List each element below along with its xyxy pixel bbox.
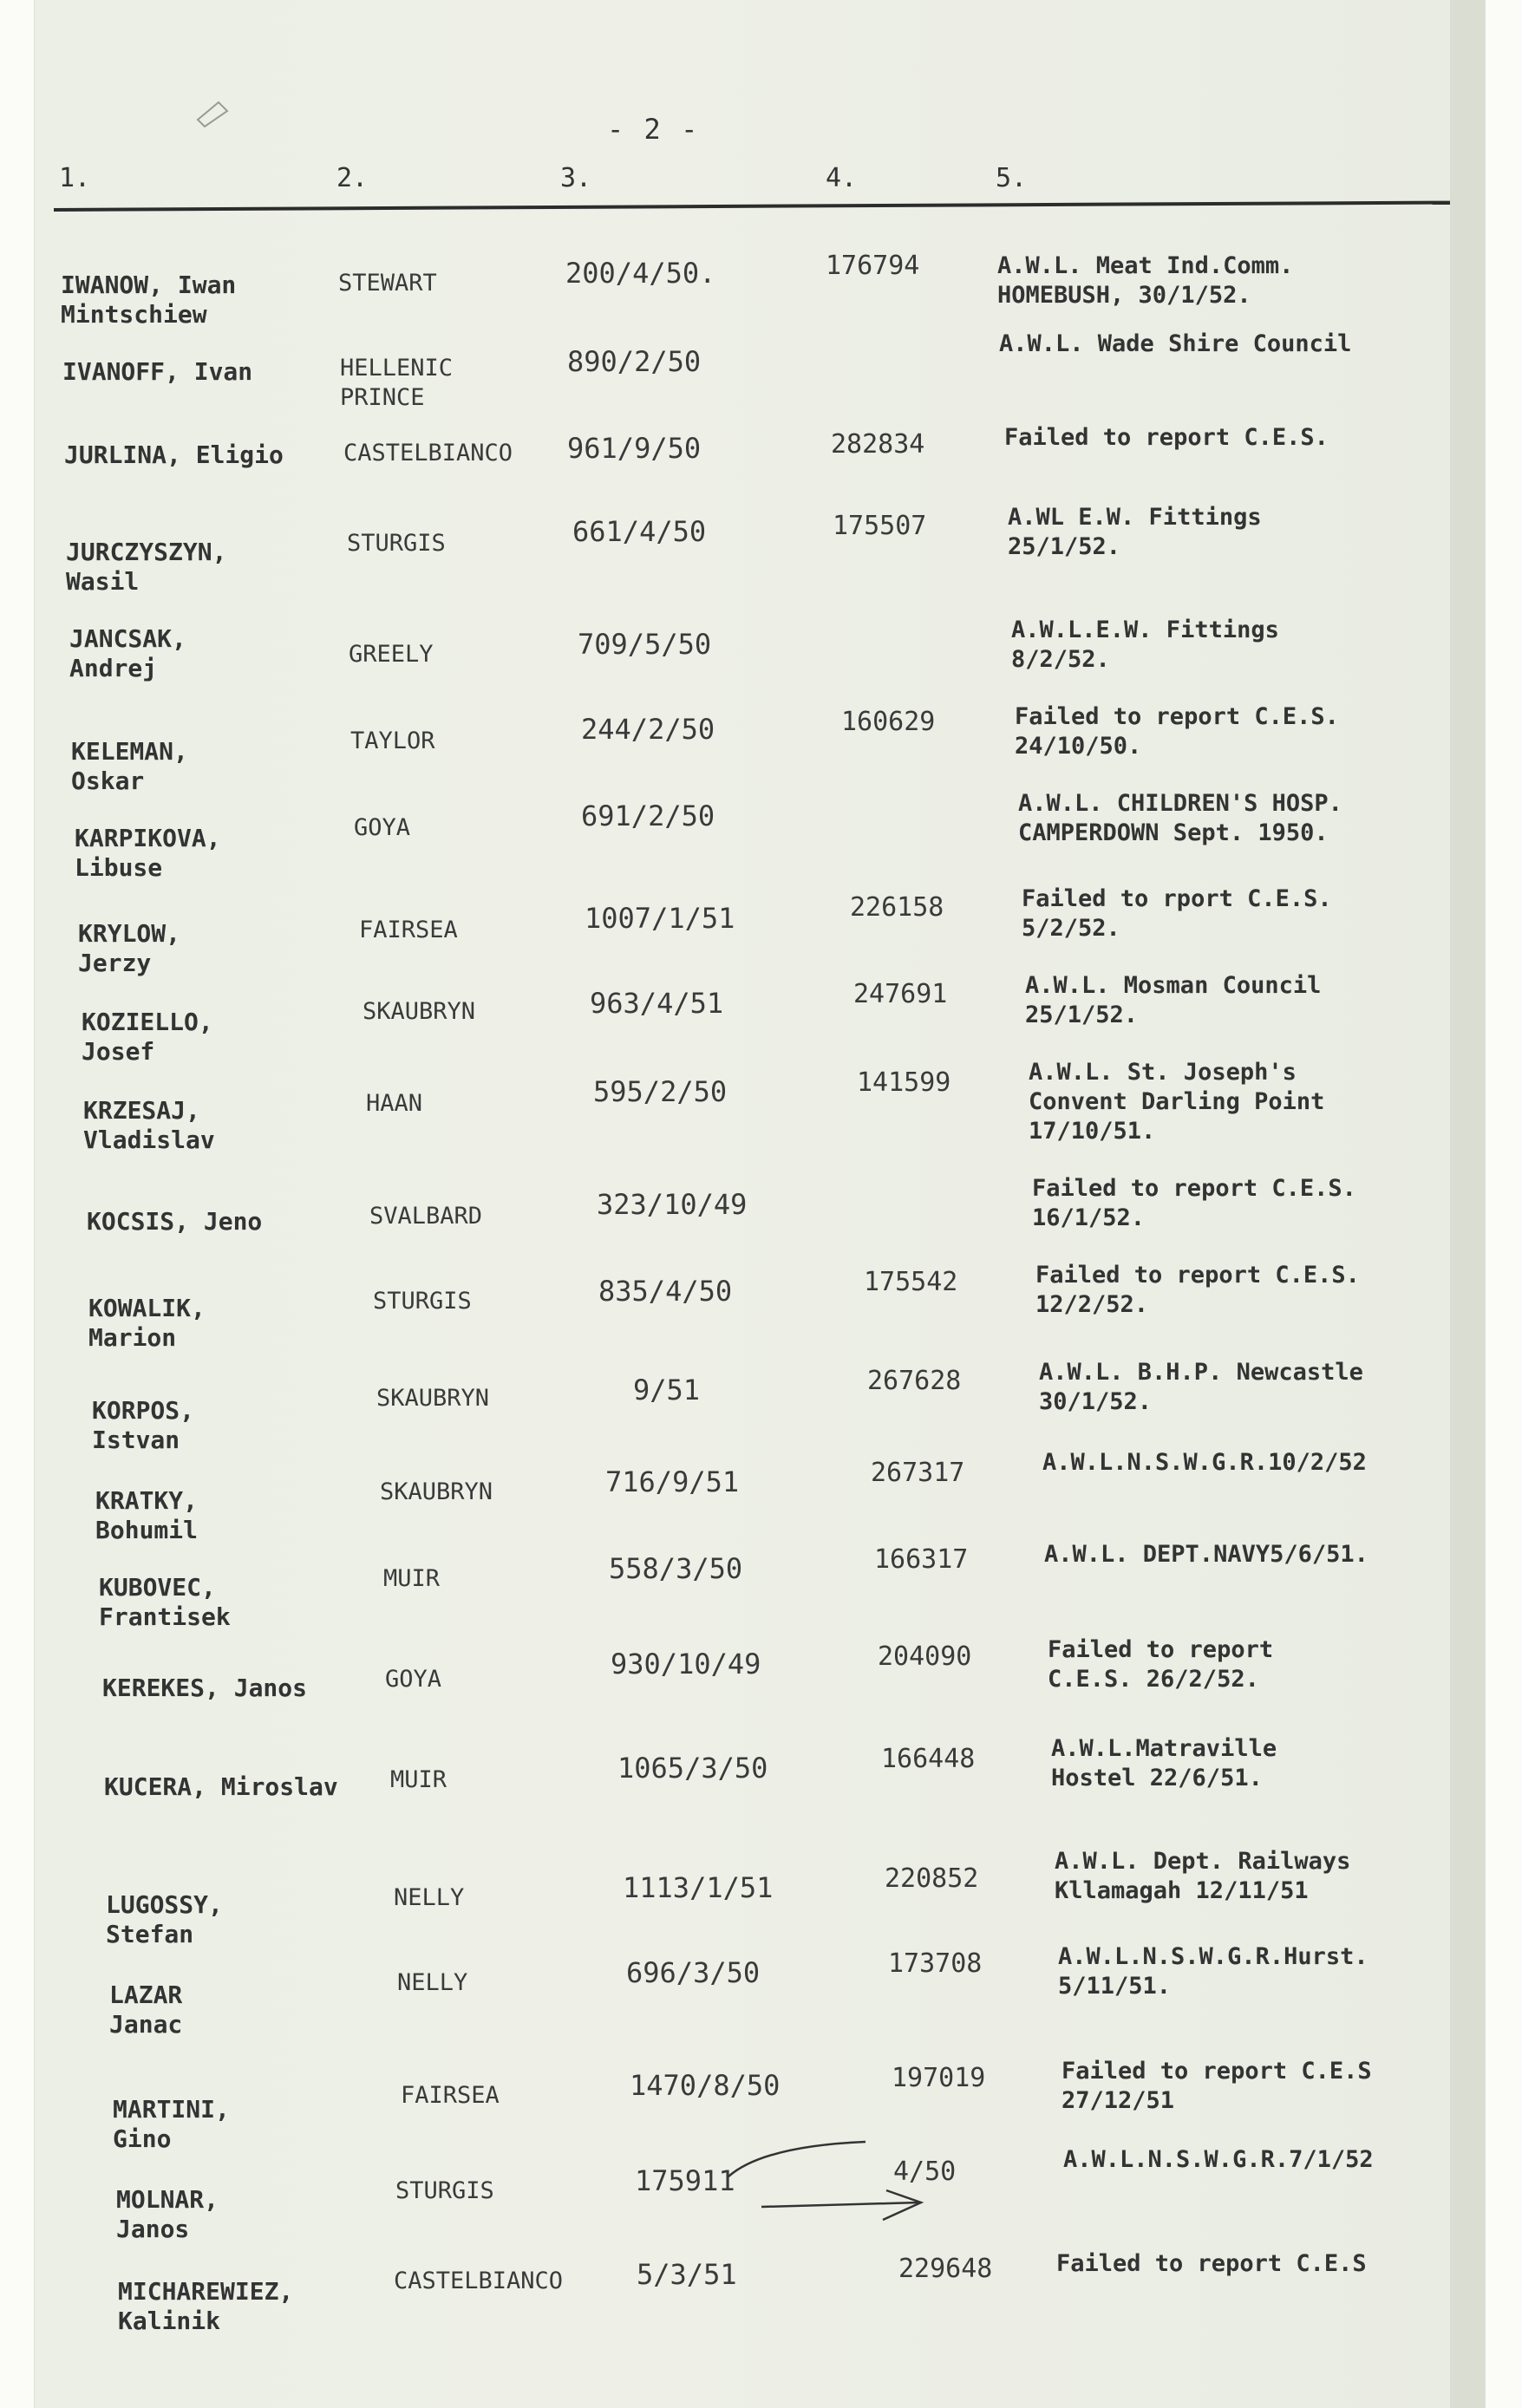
name-cell: MICHAREWIEZ, Kalinik xyxy=(118,2277,294,2335)
remarks-cell: A.W.L. Wade Shire Council xyxy=(999,330,1352,357)
page-number: - 2 - xyxy=(607,113,700,146)
number-cell: 197019 xyxy=(892,2063,986,2093)
name-cell: KUCERA, Miroslav xyxy=(104,1772,338,1801)
reference-cell: 890/2/50 xyxy=(567,345,702,378)
reference-cell: 595/2/50 xyxy=(593,1075,728,1108)
name-cell: JANCSAK, Andrej xyxy=(69,624,186,682)
table-row xyxy=(35,1734,1485,1830)
number-cell: 175542 xyxy=(864,1267,958,1297)
table-row xyxy=(35,1257,1485,1353)
reference-cell: 930/10/49 xyxy=(611,1648,761,1680)
document-sheet xyxy=(35,0,1485,2408)
ship-cell: MUIR xyxy=(383,1565,441,1592)
reference-cell: 1007/1/51 xyxy=(585,902,735,935)
ship-cell: STURGIS xyxy=(395,2177,494,2204)
ship-cell: STEWART xyxy=(338,270,437,297)
ship-cell: GOYA xyxy=(385,1666,442,1693)
reference-cell: 323/10/49 xyxy=(597,1188,748,1221)
ship-cell: HAAN xyxy=(366,1090,423,1117)
remarks-cell: Failed to report C.E.S. 12/2/52. xyxy=(1035,1262,1360,1318)
number-cell: 4/50 xyxy=(893,2157,957,2187)
header-rule xyxy=(54,201,1450,212)
remarks-cell: Failed to report C.E.S. 16/1/52. xyxy=(1032,1175,1356,1231)
number-cell: 226158 xyxy=(850,892,944,923)
name-cell: MOLNAR, Janos xyxy=(116,2185,219,2243)
ship-cell: SKAUBRYN xyxy=(363,998,476,1025)
column-header-4: 4. xyxy=(826,163,858,193)
table-row xyxy=(35,503,1485,598)
number-cell: 267317 xyxy=(871,1458,965,1488)
ship-cell: FAIRSEA xyxy=(401,2082,500,2109)
ship-cell: SVALBARD xyxy=(369,1203,483,1230)
ship-cell: NELLY xyxy=(394,1884,465,1911)
table-row xyxy=(35,2046,1485,2153)
reference-cell: 963/4/51 xyxy=(590,987,724,1020)
ship-cell: SKAUBRYN xyxy=(376,1385,490,1412)
name-cell: IWANOW, Iwan Mintschiew xyxy=(61,271,237,329)
table-row xyxy=(35,1535,1485,1630)
reference-cell: 558/3/50 xyxy=(609,1552,743,1585)
table-row xyxy=(35,1448,1485,1543)
reference-cell: 200/4/50. xyxy=(565,257,716,290)
name-cell: KOCSIS, Jeno xyxy=(87,1207,263,1236)
remarks-cell: A.W.L. B.H.P. Newcastle 30/1/52. xyxy=(1039,1359,1363,1415)
name-cell: KRATKY, Bohumil xyxy=(95,1486,199,1544)
remarks-cell: A.W.L. St. Joseph's Convent Darling Point 17/10/51. xyxy=(1029,1059,1325,1145)
table-row xyxy=(35,1353,1485,1454)
reference-cell: 696/3/50 xyxy=(626,1956,761,1989)
reference-cell: 1113/1/51 xyxy=(623,1871,774,1904)
remarks-cell: Failed to report C.E.S. xyxy=(1004,424,1329,451)
ship-cell: HELLENIC PRINCE xyxy=(340,355,454,411)
name-cell: KRZESAJ, Vladislav xyxy=(83,1096,215,1154)
remarks-cell: A.W.L.N.S.W.G.R.7/1/52 xyxy=(1063,2146,1374,2173)
ship-cell: CASTELBIANCO xyxy=(343,440,513,467)
remarks-cell: A.W.L. Mosman Council 25/1/52. xyxy=(1025,972,1322,1028)
table-row xyxy=(35,1630,1485,1726)
name-cell: KORPOS, Istvan xyxy=(92,1396,195,1454)
reference-cell: 835/4/50 xyxy=(598,1275,733,1308)
remarks-cell: Failed to report C.E.S 27/12/51 xyxy=(1061,2058,1372,2114)
remarks-cell: A.W.L. DEPT.NAVY5/6/51. xyxy=(1044,1541,1368,1568)
number-cell: 267628 xyxy=(867,1366,962,1396)
reference-cell: 244/2/50 xyxy=(581,713,715,746)
name-cell: JURLINA, Eligio xyxy=(64,440,284,469)
number-cell: 229648 xyxy=(898,2254,993,2284)
remarks-cell: A.WL E.W. Fittings 25/1/52. xyxy=(1008,504,1262,560)
number-cell: 160629 xyxy=(841,707,936,737)
table-row xyxy=(35,884,1485,980)
column-header-1: 1. xyxy=(59,163,91,193)
ship-cell: STURGIS xyxy=(347,530,446,557)
name-cell: MARTINI, Gino xyxy=(113,2095,230,2153)
ship-cell: GOYA xyxy=(354,814,411,841)
number-cell: 166317 xyxy=(874,1544,969,1575)
name-cell: KOZIELLO, Josef xyxy=(82,1008,213,1066)
remarks-cell: A.W.L. CHILDREN'S HOSP. CAMPERDOWN Sept. 1950. xyxy=(1018,790,1342,846)
table-row xyxy=(35,1847,1485,1948)
number-cell: 175507 xyxy=(833,511,927,541)
remarks-cell: A.W.L. Dept. Railways Kllamagah 12/11/51 xyxy=(1055,1848,1351,1904)
number-cell: 173708 xyxy=(888,1948,983,1979)
remarks-cell: A.W.L.Matraville Hostel 22/6/51. xyxy=(1051,1735,1277,1791)
ship-cell: MUIR xyxy=(390,1766,447,1793)
reference-cell: 716/9/51 xyxy=(605,1465,740,1498)
reference-cell: 175911 xyxy=(635,2164,735,2197)
reference-cell: 1065/3/50 xyxy=(617,1752,768,1785)
name-cell: KOWALIK, Marion xyxy=(88,1294,206,1352)
name-cell: KUBOVEC, Frantisek xyxy=(99,1573,231,1631)
name-cell: KARPIKOVA, Libuse xyxy=(75,824,221,882)
reference-cell: 5/3/51 xyxy=(637,2258,737,2291)
ship-cell: TAYLOR xyxy=(350,728,435,754)
remarks-cell: A.W.L.N.S.W.G.R.10/2/52 xyxy=(1042,1449,1367,1476)
number-cell: 220852 xyxy=(885,1863,979,1894)
reference-cell: 691/2/50 xyxy=(581,799,715,832)
table-row xyxy=(35,789,1485,884)
number-cell: 204090 xyxy=(878,1641,972,1672)
ship-cell: SKAUBRYN xyxy=(380,1478,493,1505)
number-cell: 166448 xyxy=(881,1744,976,1774)
table-row xyxy=(35,616,1485,711)
column-header-5: 5. xyxy=(996,163,1028,193)
remarks-cell: Failed to rport C.E.S. 5/2/52. xyxy=(1022,885,1332,942)
ship-cell: FAIRSEA xyxy=(359,917,458,943)
table-row xyxy=(35,1171,1485,1266)
ship-cell: STURGIS xyxy=(373,1288,472,1315)
reference-cell: 661/4/50 xyxy=(572,515,707,548)
name-cell: JURCZYSZYN, Wasil xyxy=(66,538,227,596)
ship-cell: NELLY xyxy=(397,1969,468,1996)
table-row xyxy=(35,1942,1485,2038)
table-row xyxy=(35,2237,1485,2333)
reference-cell: 709/5/50 xyxy=(578,628,712,661)
remarks-cell: A.W.L. Meat Ind.Comm. HOMEBUSH, 30/1/52. xyxy=(997,252,1294,309)
remarks-cell: A.W.L.N.S.W.G.R.Hurst. 5/11/51. xyxy=(1058,1943,1368,2000)
ship-cell: GREELY xyxy=(349,641,434,668)
name-cell: LUGOSSY, Stefan xyxy=(106,1890,223,1948)
table-row xyxy=(35,2142,1485,2243)
table-row xyxy=(35,971,1485,1067)
reference-cell: 1470/8/50 xyxy=(630,2069,781,2102)
remarks-cell: Failed to report C.E.S. 24/10/50. xyxy=(1015,703,1339,760)
ship-cell: CASTELBIANCO xyxy=(394,2268,564,2294)
number-cell: 247691 xyxy=(853,979,948,1009)
number-cell: 141599 xyxy=(857,1067,951,1098)
column-header-3: 3. xyxy=(560,163,592,193)
remarks-cell: A.W.L.E.W. Fittings 8/2/52. xyxy=(1011,617,1279,673)
name-cell: KELEMAN, Oskar xyxy=(71,737,188,795)
reference-cell: 9/51 xyxy=(633,1374,701,1406)
table-row xyxy=(35,1058,1485,1153)
number-cell: 176794 xyxy=(826,251,920,281)
name-cell: LAZAR Janac xyxy=(109,1981,183,2039)
reference-cell: 961/9/50 xyxy=(567,432,702,465)
remarks-cell: Failed to report C.E.S xyxy=(1056,2250,1367,2277)
name-cell: KEREKES, Janos xyxy=(102,1674,308,1702)
name-cell: KRYLOW, Jerzy xyxy=(78,919,181,977)
column-header-2: 2. xyxy=(336,163,369,193)
number-cell: 282834 xyxy=(831,429,925,460)
remarks-cell: Failed to report C.E.S. 26/2/52. xyxy=(1048,1636,1274,1693)
name-cell: IVANOFF, Ivan xyxy=(62,357,253,386)
table-row xyxy=(35,702,1485,798)
